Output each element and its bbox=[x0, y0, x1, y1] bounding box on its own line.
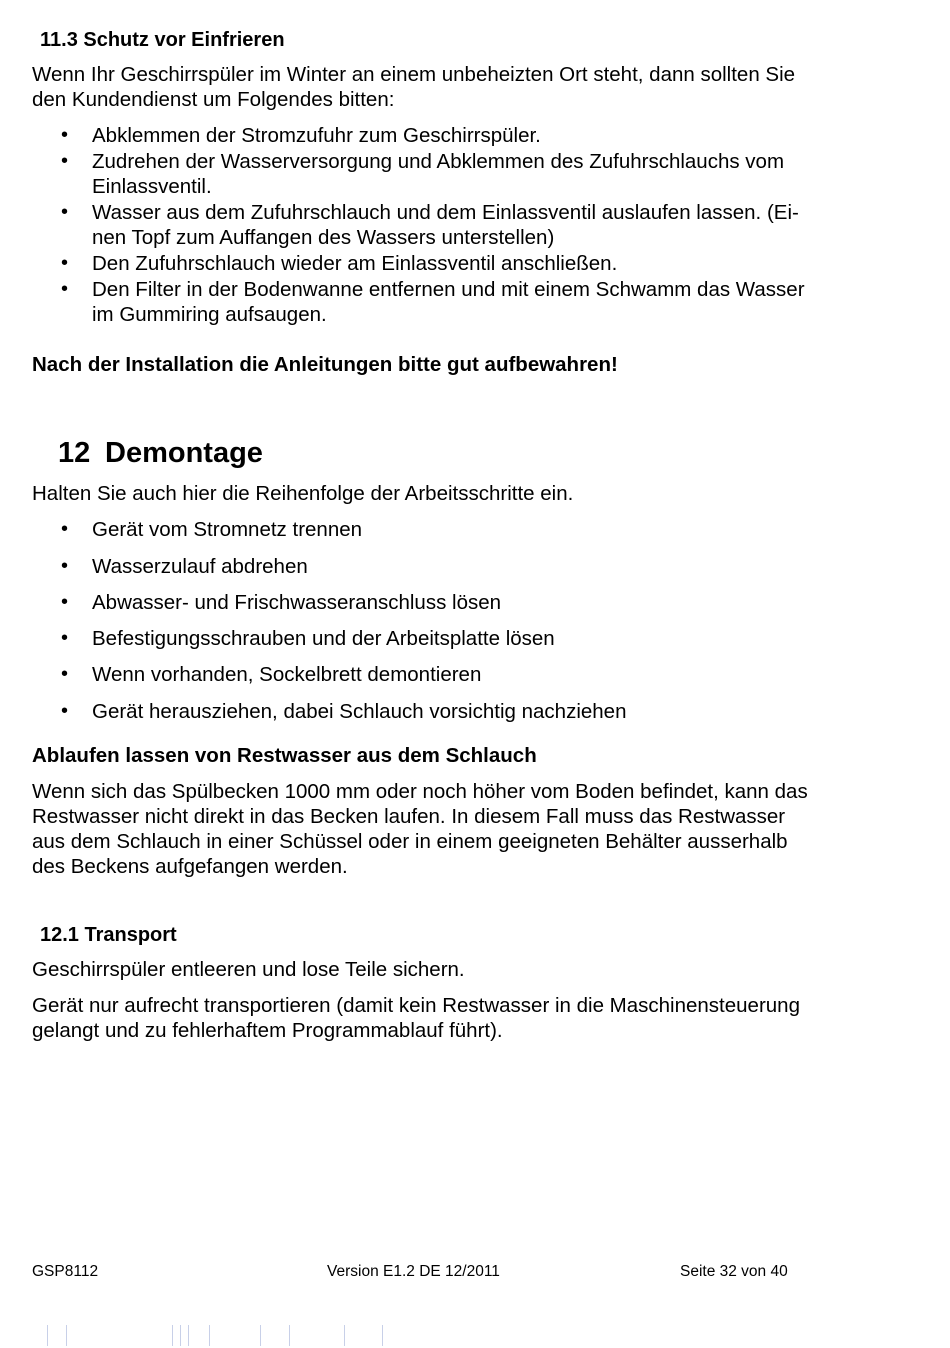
bullet-item-continued: Einlassventil. bbox=[92, 175, 212, 198]
transport-paragraph-line: Gerät nur aufrecht transportieren (damit kein Restwasser in die Maschinensteuerung bbox=[32, 994, 800, 1017]
section-heading-12-1: 12.1 Transport bbox=[40, 924, 177, 946]
step-item: Wenn vorhanden, Sockelbrett demontieren bbox=[92, 663, 482, 686]
chapter-title: Demontage bbox=[105, 437, 263, 469]
step-item: Gerät herausziehen, dabei Schlauch vorsichtig nachziehen bbox=[92, 700, 627, 723]
bullet-item-continued: im Gummiring aufsaugen. bbox=[92, 303, 327, 326]
subheading-restwasser: Ablaufen lassen von Restwasser aus dem Schlauch bbox=[32, 744, 537, 767]
footer-model: GSP8112 bbox=[32, 1263, 99, 1280]
paragraph-line: des Beckens aufgefangen werden. bbox=[32, 855, 348, 878]
transport-paragraph-1: Geschirrspüler entleeren und lose Teile sichern. bbox=[32, 958, 465, 981]
bullet-item: Wasser aus dem Zufuhrschlauch und dem Einlassventil auslaufen lassen. (Ei- bbox=[92, 201, 799, 224]
bullet-item: Den Zufuhrschlauch wieder am Einlassventil anschließen. bbox=[92, 252, 618, 275]
bullet-dot: • bbox=[61, 278, 69, 300]
step-item: Abwasser- und Frischwasseranschluss lösen bbox=[92, 591, 502, 614]
footer-page-number: Seite 32 von 40 bbox=[680, 1263, 788, 1280]
intro-line-1: Wenn Ihr Geschirrspüler im Winter an einem unbeheizten Ort steht, dann sollten Sie bbox=[32, 63, 796, 86]
step-item: Befestigungsschrauben und der Arbeitsplatte lösen bbox=[92, 627, 555, 650]
paragraph-line: Wenn sich das Spülbecken 1000 mm oder noch höher vom Boden befindet, kann das bbox=[32, 780, 808, 803]
transport-paragraph-line: gelangt und zu fehlerhaftem Programmablauf führt). bbox=[32, 1019, 503, 1042]
bullet-item-continued: nen Topf zum Auffangen des Wassers unterstellen) bbox=[92, 226, 555, 249]
bullet-dot: • bbox=[61, 150, 69, 172]
section-heading-11-3: 11.3 Schutz vor Einfrieren bbox=[40, 29, 285, 51]
bullet-dot: • bbox=[61, 201, 69, 223]
bullet-dot: • bbox=[61, 252, 69, 274]
paragraph-line: Restwasser nicht direkt in das Becken laufen. In diesem Fall muss das Restwasser bbox=[32, 805, 786, 828]
intro-line-2: den Kundendienst um Folgendes bitten: bbox=[32, 88, 395, 111]
bullet-item: Zudrehen der Wasserversorgung und Abklemmen des Zufuhrschlauchs vom bbox=[92, 150, 785, 173]
bullet-item: Den Filter in der Bodenwanne entfernen und mit einem Schwamm das Wasser bbox=[92, 278, 805, 301]
bullet-dot: • bbox=[61, 591, 69, 613]
bullet-dot: • bbox=[61, 518, 69, 540]
step-item: Gerät vom Stromnetz trennen bbox=[92, 518, 363, 541]
bullet-dot: • bbox=[61, 124, 69, 146]
step-item: Wasserzulauf abdrehen bbox=[92, 555, 308, 578]
bullet-dot: • bbox=[61, 700, 69, 722]
bullet-dot: • bbox=[61, 663, 69, 685]
paragraph-line: aus dem Schlauch in einer Schüssel oder in einem geeigneten Behälter ausserhalb bbox=[32, 830, 788, 853]
chapter-number: 12 bbox=[58, 437, 91, 469]
bullet-dot: • bbox=[61, 627, 69, 649]
footer-version: Version E1.2 DE 12/2011 bbox=[327, 1263, 500, 1280]
bullet-dot: • bbox=[61, 555, 69, 577]
installation-note: Nach der Installation die Anleitungen bitte gut aufbewahren! bbox=[32, 353, 618, 376]
chapter-intro: Halten Sie auch hier die Reihenfolge der Arbeitsschritte ein. bbox=[32, 482, 574, 505]
bullet-item: Abklemmen der Stromzufuhr zum Geschirrspüler. bbox=[92, 124, 541, 147]
